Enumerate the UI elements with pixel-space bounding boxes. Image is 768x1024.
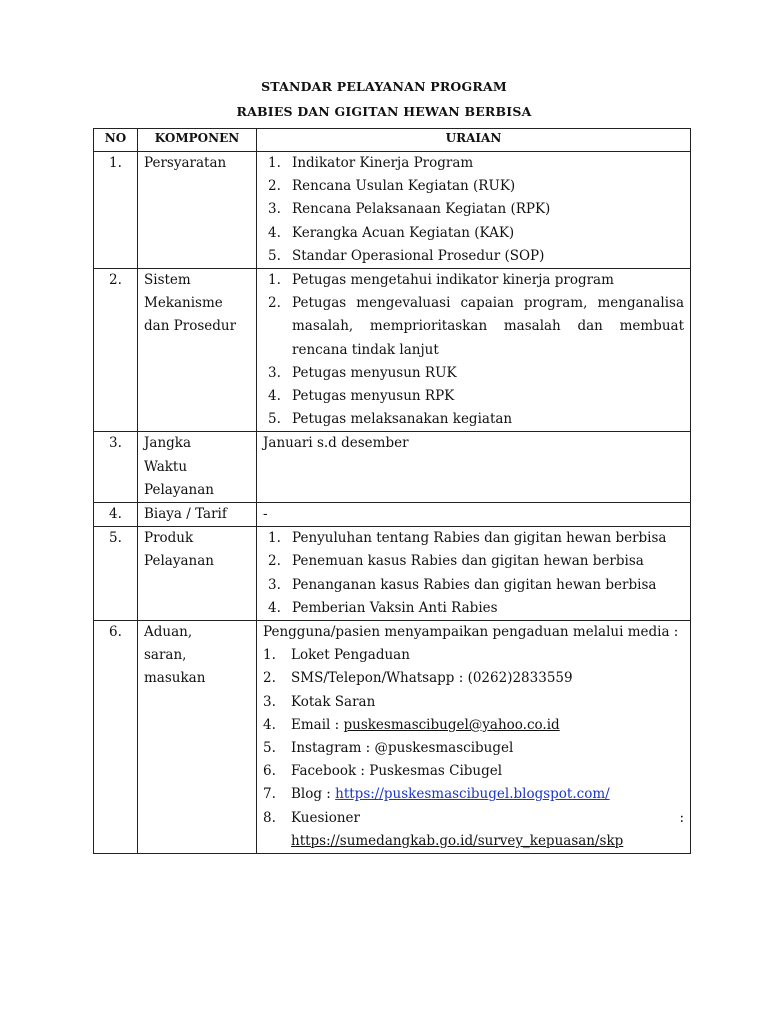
list-item: 3. Penanganan kasus Rabies dan gigitan hewan berbisa (292, 574, 684, 597)
blog-label: Blog : (291, 786, 336, 803)
uraian-cell: - (257, 503, 691, 527)
komponen-line: Jangka (144, 435, 192, 452)
uraian-list (263, 269, 684, 431)
komponen-cell (138, 527, 257, 621)
komponen-line: saran, (144, 647, 187, 664)
list-item: 4. Petugas menyusun RPK (292, 385, 684, 408)
table-row (94, 432, 691, 503)
list-item: 5. Instagram : @puskesmascibugel (291, 737, 684, 760)
table-row (94, 152, 691, 269)
header-uraian: URAIAN (257, 129, 691, 152)
document-title-line1: STANDAR PELAYANAN PROGRAM (261, 79, 507, 94)
komponen-line: Sistem (144, 272, 191, 289)
list-item: 1. Petugas mengetahui indikator kinerja program (292, 269, 684, 292)
uraian-cell (257, 152, 691, 269)
row-number: 5. (94, 527, 138, 621)
table-row (94, 621, 691, 854)
uraian-cell (257, 527, 691, 621)
service-standard-table (93, 128, 691, 854)
list-item: 2. Rencana Usulan Kegiatan (RUK) (292, 175, 684, 198)
uraian-list (263, 527, 684, 620)
questionnaire-label: 8. Kuesioner (291, 809, 360, 826)
list-item: 4. Pemberian Vaksin Anti Rabies (292, 597, 684, 620)
email-link[interactable]: puskesmascibugel@yahoo.co.id (343, 716, 560, 733)
list-item: 1. Penyuluhan tentang Rabies dan gigitan hewan berbisa (292, 527, 684, 550)
table-header-row (94, 129, 691, 152)
list-item: 2. SMS/Telepon/Whatsapp : (0262)2833559 (291, 667, 684, 690)
media-list (263, 644, 684, 853)
blog-link[interactable]: https://puskesmascibugel.blogspot.com/ (335, 786, 610, 803)
list-item: 6. Facebook : Puskesmas Cibugel (291, 760, 684, 783)
list-item: 1. Indikator Kinerja Program (292, 152, 684, 175)
komponen-line: Waktu (144, 458, 188, 475)
questionnaire-label-line (291, 807, 684, 830)
table-row (94, 503, 691, 527)
row-number: 4. (94, 503, 138, 527)
complaint-intro: Pengguna/pasien menyampaikan pengaduan melalui media : (263, 624, 679, 641)
list-item: 3. Kotak Saran (291, 691, 684, 714)
document-title-line2: RABIES DAN GIGITAN HEWAN BERBISA (236, 104, 532, 119)
list-item: 5. Standar Operasional Prosedur (SOP) (292, 245, 684, 268)
komponen-line: Pelayanan (144, 481, 214, 498)
komponen-line: masukan (144, 670, 206, 687)
list-item: 3. Rencana Pelaksanaan Kegiatan (RPK) (292, 198, 684, 221)
komponen-cell (138, 621, 257, 854)
komponen-line: Pelayanan (144, 553, 214, 570)
list-item (291, 807, 684, 853)
table-row (94, 269, 691, 432)
questionnaire-colon: : (679, 809, 684, 826)
list-item (291, 783, 684, 806)
komponen-line: Mekanisme (144, 295, 223, 312)
uraian-cell (257, 269, 691, 432)
header-komponen: KOMPONEN (138, 129, 257, 152)
uraian-cell (257, 621, 691, 854)
komponen-line: dan Prosedur (144, 318, 237, 335)
list-item: 2. Penemuan kasus Rabies dan gigitan hewan berbisa (292, 550, 684, 573)
komponen-cell: Persyaratan (138, 152, 257, 269)
list-item: 4. Kerangka Acuan Kegiatan (KAK) (292, 222, 684, 245)
questionnaire-link[interactable]: https://sumedangkab.go.id/survey_kepuasan/skp (291, 832, 624, 849)
list-item: 1. Loket Pengaduan (291, 644, 684, 667)
komponen-cell (138, 432, 257, 503)
email-label: Email : (291, 716, 344, 733)
row-number: 6. (94, 621, 138, 854)
komponen-line: Produk (144, 530, 194, 547)
uraian-cell: Januari s.d desember (257, 432, 691, 503)
komponen-cell (138, 269, 257, 432)
list-item (291, 714, 684, 737)
komponen-cell: Biaya / Tarif (138, 503, 257, 527)
table-row (94, 527, 691, 621)
uraian-list (263, 152, 684, 268)
komponen-line: Aduan, (144, 624, 193, 641)
header-no: NO (94, 129, 138, 152)
list-item: 3. Petugas menyusun RUK (292, 362, 684, 385)
row-number: 2. (94, 269, 138, 432)
row-number: 3. (94, 432, 138, 503)
row-number: 1. (94, 152, 138, 269)
list-item: 5. Petugas melaksanakan kegiatan (292, 408, 684, 431)
list-item: 2. Petugas mengevaluasi capaian program, menganalisa masalah, memprioritaskan masalah dan membuat rencana tindak lanjut (292, 292, 684, 362)
